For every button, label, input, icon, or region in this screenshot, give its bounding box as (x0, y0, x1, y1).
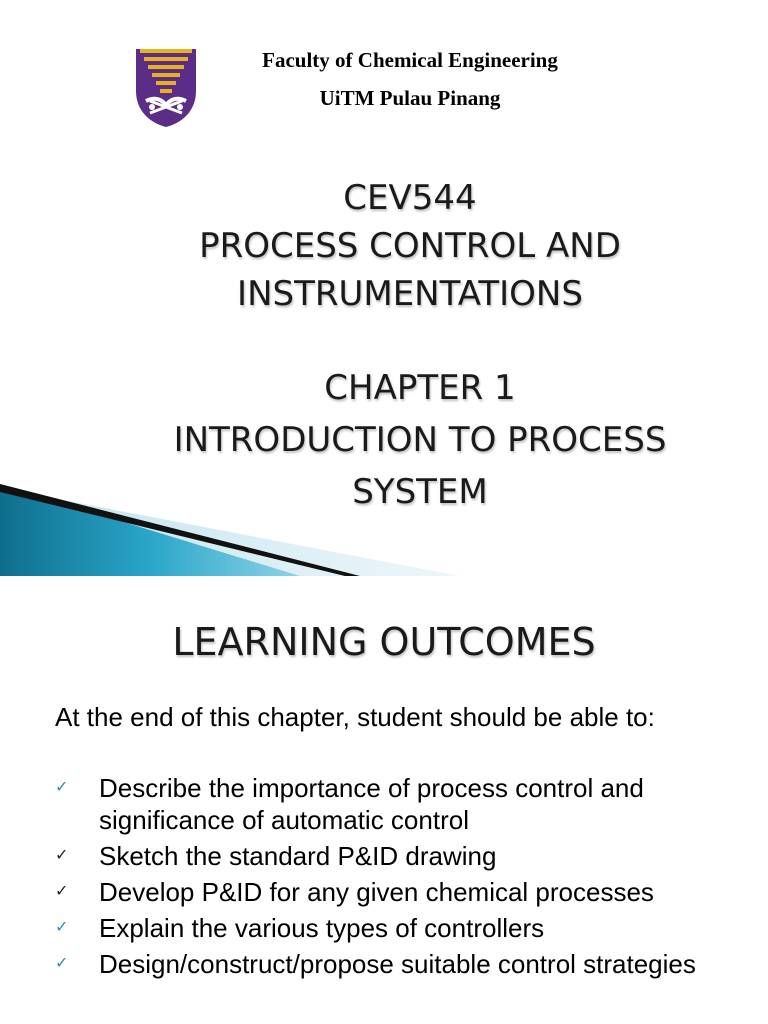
slide-heading: LEARNING OUTCOMES (172, 620, 596, 664)
faculty-name: Faculty of Chemical Engineering (262, 48, 558, 72)
slide-separator (0, 576, 768, 588)
campus-name: UiTM Pulau Pinang (319, 86, 501, 110)
course-title (60, 174, 760, 318)
checkmark-icon: ✓ (55, 883, 69, 900)
list-item (55, 840, 721, 872)
outcome-text: Explain the various types of controllers (99, 913, 545, 943)
decorative-swoosh (0, 470, 768, 576)
chapter-name-line2: SYSTEM (352, 472, 488, 512)
list-item (55, 912, 721, 944)
list-item (55, 948, 721, 980)
outcomes-list (55, 772, 721, 984)
checkmark-icon: ✓ (55, 955, 69, 972)
checkmark-icon: ✓ (55, 779, 69, 796)
checkmark-icon: ✓ (55, 919, 69, 936)
checkmark-icon: ✓ (55, 847, 69, 864)
course-code: CEV544 (343, 178, 477, 218)
list-item (55, 876, 721, 908)
outcome-text: Design/construct/propose suitable control strategies (99, 949, 696, 979)
intro-text: At the end of this chapter, student should be able to: (55, 702, 655, 732)
list-item (55, 772, 721, 836)
course-title-line1: PROCESS CONTROL AND (199, 226, 621, 266)
course-title-line2: INSTRUMENTATIONS (237, 274, 583, 314)
chapter-number: CHAPTER 1 (324, 368, 516, 408)
outcome-text: Describe the importance of process control and significance of automatic control (99, 773, 644, 835)
outcome-text: Develop P&ID for any given chemical processes (99, 877, 654, 907)
outcome-text: Sketch the standard P&ID drawing (99, 841, 497, 871)
chapter-name-line1: INTRODUCTION TO PROCESS (173, 420, 667, 460)
uitm-crest-icon (132, 45, 200, 129)
